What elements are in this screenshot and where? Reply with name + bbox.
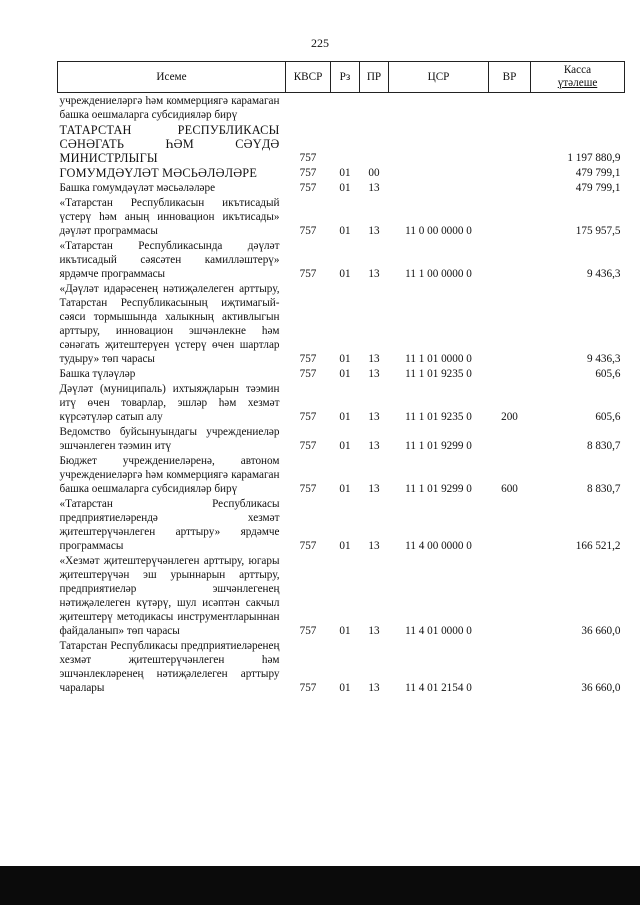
table-row [58,638,625,695]
header-csr: ЦСР [389,62,489,93]
row-vr [489,122,531,165]
row-pr: 13 [368,625,380,637]
row-pr: 13 [368,268,380,280]
row-vr [489,496,531,553]
row-rz: 01 [339,682,351,694]
row-rz: 01 [339,483,351,495]
table-row [58,366,625,381]
row-csr: 11 1 00 0000 0 [405,268,472,280]
row-rz: 01 [339,411,351,423]
row-rz: 01 [339,268,351,280]
row-pr: 13 [368,411,380,423]
row-vr [489,366,531,381]
row-amount: 9 436,3 [586,268,621,280]
row-vr [489,638,531,695]
row-amount: 479 799,1 [575,182,621,194]
row-name: ГОМУМДӘҮЛӘТ МӘСЬӘЛӘЛӘРЕ [59,166,258,180]
table-row [58,93,625,123]
row-rz: 01 [339,368,351,380]
row-name: Дәүләт (муниципаль) ихтыяҗларын тәэмин итү өчен товарлар, эшләр һәм хезмәт күрсәтүләр сатып алу [59,383,280,423]
row-vr: 600 [501,483,518,495]
row-name: «Хезмәт җитештерүчәнлеген арттыру, югары җитештерүчән эш урыннарын арттыру, предприятиеләр эшчәнлегенең нәтиҗәлелеген күтәрү, шул исәптән сакчыл җитештерү методикасы инструментларыннан файдаланып» төп чарасы [59,555,280,637]
row-amount: 8 830,7 [586,440,621,452]
table-row [58,453,625,496]
row-csr: 11 1 01 9235 0 [405,411,472,423]
row-kvsr: 757 [299,353,317,365]
row-pr: 13 [368,368,380,380]
row-rz: 01 [339,440,351,452]
row-csr: 11 1 01 9235 0 [405,368,472,380]
table-row [58,281,625,366]
row-rz [331,93,360,123]
row-amount: 175 957,5 [575,225,621,237]
row-rz: 01 [339,540,351,552]
row-kvsr: 757 [299,167,317,179]
row-csr [389,122,489,165]
row-name: Бюджет учреждениеләренә, автоном учреждениеләргә һәм коммерциягә карамаган башка оешмаларга субсидияләр бирү [59,455,280,495]
header-pr: ПР [360,62,389,93]
row-amount: 166 521,2 [575,540,621,552]
row-vr [489,281,531,366]
row-amount: 479 799,1 [575,167,621,179]
row-vr [489,424,531,453]
row-csr: 11 1 01 0000 0 [405,353,472,365]
row-kvsr: 757 [299,411,317,423]
header-vr: ВР [489,62,531,93]
table-row [58,381,625,424]
row-name: учреждениеләргә һәм коммерциягә карамаган башка оешмаларга субсидияләр бирү [59,95,280,121]
row-kvsr: 757 [299,483,317,495]
row-csr: 11 4 00 0000 0 [405,540,472,552]
row-csr [389,93,489,123]
header-rz: Рз [331,62,360,93]
row-amount: 8 830,7 [586,483,621,495]
row-name: Башка түләүләр [59,368,136,380]
row-csr [389,165,489,180]
row-kvsr: 757 [299,182,317,194]
row-kvsr [286,93,331,123]
page-number: 225 [311,36,329,50]
row-rz: 01 [339,167,351,179]
row-amount: 36 660,0 [581,682,621,694]
row-vr [489,180,531,195]
row-pr: 13 [368,540,380,552]
row-vr [489,195,531,238]
row-amount: 605,6 [595,368,621,380]
row-name: Татарстан Республикасы предприятиеләренең хезмәт җитештерүчәнлеген һәм эшчәнлекләренең нәтиҗәлелеген арттыру чаралары [59,640,280,694]
table-row [58,165,625,180]
row-amount: 36 660,0 [581,625,621,637]
table-body [58,93,625,696]
row-pr: 13 [368,225,380,237]
row-amount [531,93,625,123]
row-rz: 01 [339,625,351,637]
row-pr: 13 [368,483,380,495]
header-kvsr: КВСР [286,62,331,93]
table-row [58,553,625,638]
header-amount [531,62,625,93]
row-name: «Дәүләт идарәсенең нәтиҗәлелеген арттыру, Татарстан Республикасының иҗтимагый-сәяси тормышында халыкның активлыгын арттыру, инновацион эшчәнлекне һәм сәнәгать җитештерүен үстерү өчен шартлар тудыру» төп чарасы [59,283,280,365]
row-pr [360,93,389,123]
header-amount-line2: үтәлеше [557,77,598,89]
row-pr: 13 [368,682,380,694]
row-name: Ведомство буйсынуындагы учреждениеләр эшчәнлеген тәэмин итү [59,426,280,452]
table-row [58,180,625,195]
row-amount: 1 197 880,9 [567,152,621,164]
row-csr: 11 4 01 2154 0 [405,682,472,694]
row-kvsr: 757 [299,540,317,552]
row-pr [360,122,389,165]
table-row [58,496,625,553]
table-row [58,238,625,281]
budget-table [57,61,625,695]
row-vr [489,165,531,180]
row-vr [489,238,531,281]
row-csr [389,180,489,195]
row-vr [489,553,531,638]
row-kvsr: 757 [299,268,317,280]
row-pr: 13 [368,440,380,452]
row-name: ТАТАРСТАН РЕСПУБЛИКАСЫ СӘНӘГАТЬ ҺӘМ СӘҮДӘ МИНИСТРЛЫГЫ [59,123,280,165]
header-amount-line1: Касса [563,64,592,76]
row-pr: 13 [368,182,380,194]
row-name: Башка гомумдәүләт мәсьәләләре [59,182,216,194]
scan-bottom-edge [0,866,640,905]
row-name: «Татарстан Республикасында дәүләт икътисадый сәясәтен камилләштерү» ярдәмче программасы [59,240,280,280]
row-rz: 01 [339,182,351,194]
row-kvsr: 757 [299,682,317,694]
row-amount: 9 436,3 [586,353,621,365]
row-rz: 01 [339,353,351,365]
row-name: «Татарстан Республикасын икътисадый үстерү һәм аның инновацион икътисады» дәүләт программасы [59,197,280,237]
table-row [58,122,625,165]
row-rz: 01 [339,225,351,237]
table-header [58,62,625,93]
row-kvsr: 757 [299,225,317,237]
table-row [58,424,625,453]
row-rz [331,122,360,165]
row-kvsr: 757 [299,152,317,164]
row-pr: 00 [368,167,380,179]
row-csr: 11 1 01 9299 0 [405,440,472,452]
header-name: Исеме [58,62,286,93]
row-vr: 200 [501,411,518,423]
row-csr: 11 4 01 0000 0 [405,625,472,637]
table-row [58,195,625,238]
row-name: «Татарстан Республикасы предприятиеләрендә хезмәт җитештерүчәнлеген арттыру» ярдәмче программасы [59,498,280,552]
row-kvsr: 757 [299,625,317,637]
row-amount: 605,6 [595,411,621,423]
row-vr [489,93,531,123]
row-csr: 11 1 01 9299 0 [405,483,472,495]
row-pr: 13 [368,353,380,365]
row-csr: 11 0 00 0000 0 [405,225,472,237]
row-kvsr: 757 [299,368,317,380]
row-kvsr: 757 [299,440,317,452]
